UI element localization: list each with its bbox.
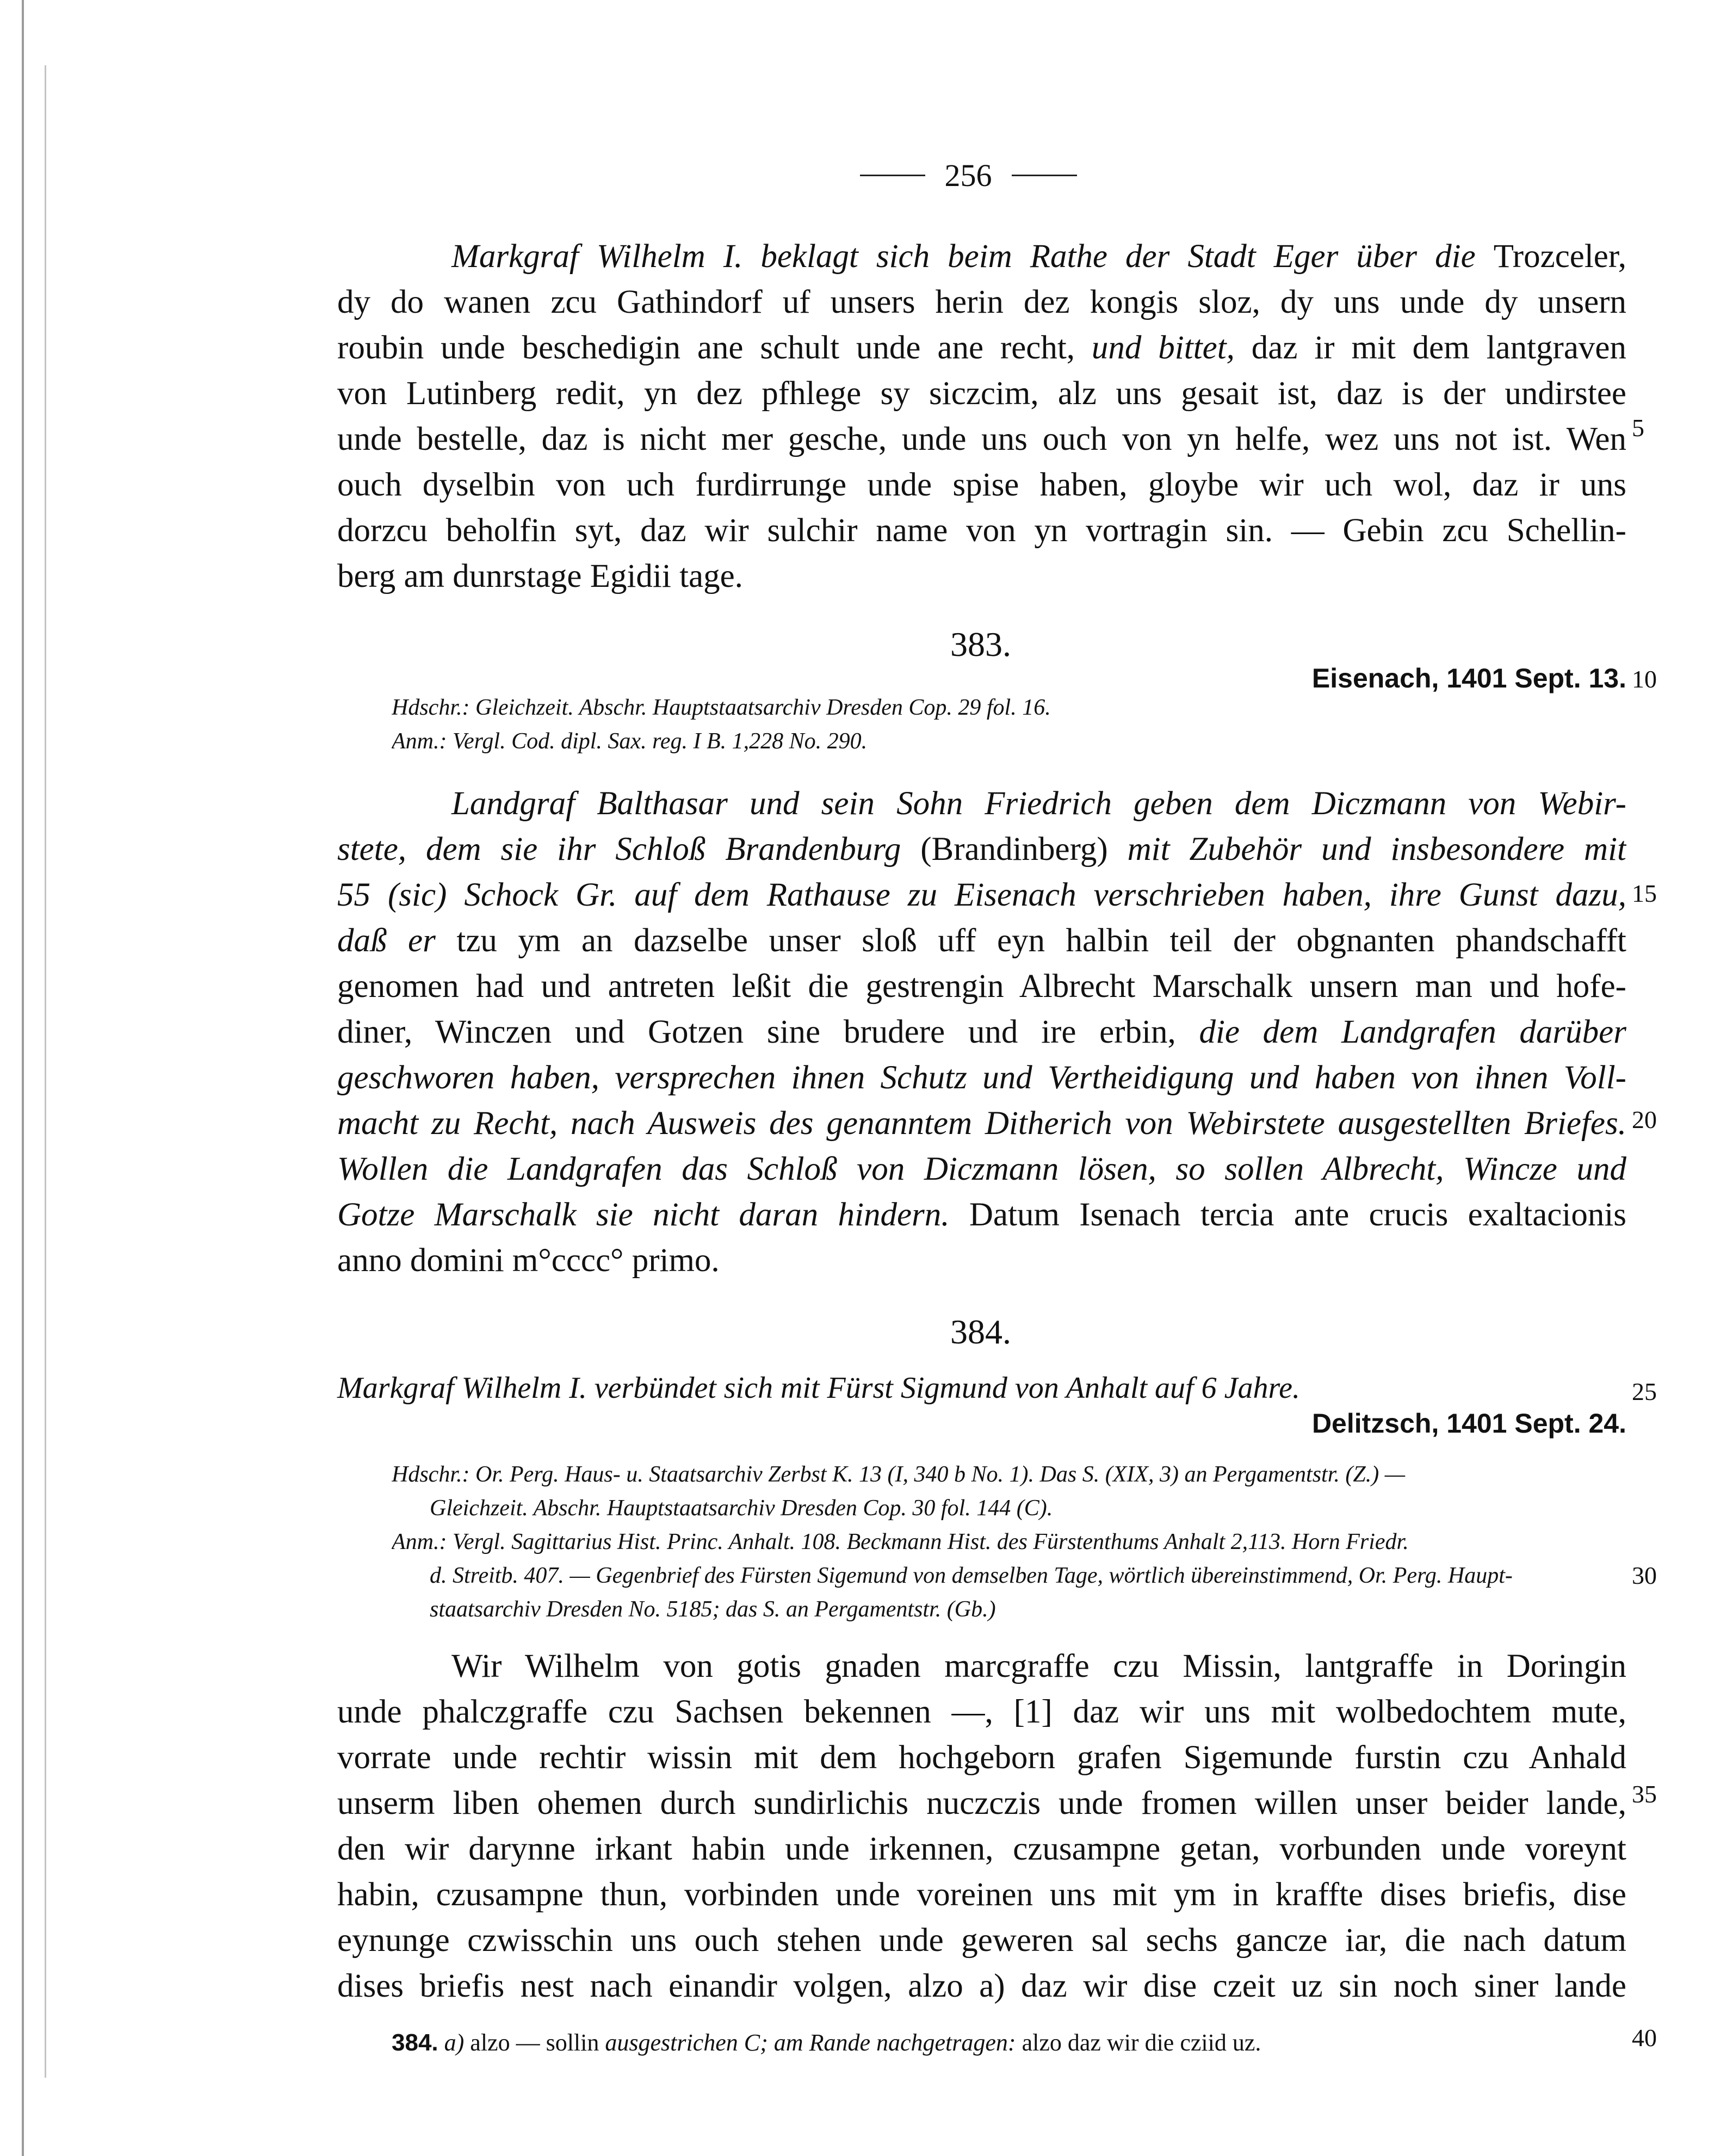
footnote-ref: 384. <box>392 2029 438 2056</box>
line-number: 10 <box>1632 665 1657 693</box>
doc-383-number: 383. <box>950 625 1011 664</box>
intro-line: roubin unde beschedigin ane schult unde ane recht, und bittet, daz ir mit dem lantgraven <box>337 330 1626 366</box>
header-dash-left <box>860 175 925 176</box>
page-number: 256 <box>944 157 992 193</box>
intro-line: ouch dyselbin von uch furdirrunge unde spise haben, gloybe wir uch wol, daz ir uns <box>337 467 1626 503</box>
intro-line: Markgraf Wilhelm I. beklagt sich beim Rathe der Stadt Eger über die Trozceler, <box>451 238 1626 275</box>
line-number: 40 <box>1632 2024 1657 2052</box>
footnote <box>392 2029 1261 2056</box>
doc-383-line: daß er tzu ym an dazselbe unser sloß uff eyn halbin teil der obgnanten phandschafft <box>337 922 1626 959</box>
doc-384-source: Hdschr.: Or. Perg. Haus- u. Staatsarchiv Zerbst K. 13 (I, 340 b No. 1). Das S. (XIX, 3) an Pergamentstr. (Z.) — <box>392 1462 1406 1487</box>
doc-384-note: staatsarchiv Dresden No. 5185; das S. an Pergamentstr. (Gb.) <box>430 1597 996 1622</box>
doc-383-line: Gotze Marschalk sie nicht daran hindern. Datum Isenach tercia ante crucis exaltacionis <box>337 1197 1626 1233</box>
doc-384-line: unde phalczgraffe czu Sachsen bekennen —, [1] daz wir uns mit wolbedochtem mute, <box>337 1694 1626 1730</box>
intro-line: unde bestelle, daz is nicht mer gesche, unde uns ouch von yn helfe, wez uns not ist. Wen <box>337 421 1626 457</box>
doc-383-line: genomen had und antreten leßit die gestrengin Albrecht Marschalk unsern man und hofe- <box>337 968 1626 1005</box>
footnote-text: alzo daz wir die cziid uz. <box>1022 2029 1261 2056</box>
doc-383-line: anno domini m°cccc° primo. <box>337 1242 720 1279</box>
scan-edge <box>22 0 35 2156</box>
header-dash-right <box>1012 175 1077 176</box>
doc-383-line: macht zu Recht, nach Ausweis des genanntem Ditherich von Webirstete ausgestellten Briefes. <box>337 1105 1626 1142</box>
doc-383-text <box>337 781 1626 1284</box>
doc-384-note: Anm.: Vergl. Sagittarius Hist. Princ. Anhalt. 108. Beckmann Hist. des Fürstenthums Anhalt 2,113. Horn Friedr. <box>392 1529 1409 1554</box>
doc-384-note: d. Streitb. 407. — Gegenbrief des Fürsten Sigemund von demselben Tage, wörtlich übereinstimmend, Or. Perg. Haupt- <box>430 1563 1513 1588</box>
line-number: 20 <box>1632 1106 1657 1133</box>
doc-383-source: Hdschr.: Gleichzeit. Abschr. Hauptstaatsarchiv Dresden Cop. 29 fol. 16. <box>392 695 1051 720</box>
doc-383-place-date: Eisenach, 1401 Sept. 13. <box>1311 663 1626 693</box>
doc-384-line: Wir Wilhelm von gotis gnaden marcgraffe czu Missin, lantgraffe in Doringin <box>451 1648 1626 1684</box>
doc-384-line: den wir darynne irkant habin unde irkennen, czusampne getan, vorbunden unde voreynt <box>337 1831 1626 1867</box>
doc-384-line: vorrate unde rechtir wissin mit dem hochgeborn grafen Sigemunde furstin czu Anhald <box>337 1739 1626 1776</box>
doc-384-line: unserm liben ohemen durch sundirlichis nuczczis unde fromen willen unser beider lande, <box>337 1785 1626 1822</box>
doc-384-number: 384. <box>950 1312 1011 1351</box>
doc-384-place-date: Delitzsch, 1401 Sept. 24. <box>1311 1408 1626 1439</box>
intro-line: berg am dunrstage Egidii tage. <box>337 558 743 594</box>
doc-384-text <box>337 1644 1626 2009</box>
scan-edge-inner <box>45 65 46 2078</box>
doc-383-line: Wollen die Landgrafen das Schloß von Diczmann lösen, so sollen Albrecht, Wincze und <box>337 1151 1626 1187</box>
doc-383-line: stete, dem sie ihr Schloß Brandenburg (Brandinberg) mit Zubehör und insbesondere mit <box>337 831 1626 868</box>
line-number: 35 <box>1632 1780 1657 1808</box>
doc-383-note: Anm.: Vergl. Cod. dipl. Sax. reg. I B. 1,228 No. 290. <box>392 729 868 754</box>
page-header <box>816 153 1121 197</box>
line-number: 5 <box>1632 414 1644 442</box>
line-number: 15 <box>1632 879 1657 907</box>
doc-384-source: Gleichzeit. Abschr. Hauptstaatsarchiv Dresden Cop. 30 fol. 144 (C). <box>430 1496 1053 1521</box>
intro-line: dorzcu beholfin syt, daz wir sulchir name von yn vortragin sin. — Gebin zcu Schellin- <box>337 512 1626 549</box>
doc-383-line: geschworen haben, versprechen ihnen Schutz und Vertheidigung und haben von ihnen Voll- <box>337 1060 1626 1096</box>
line-number: 30 <box>1632 1562 1657 1589</box>
line-number: 25 <box>1632 1378 1657 1405</box>
doc-383-line: diner, Winczen und Gotzen sine brudere und ire erbin, die dem Landgrafen darüber <box>337 1014 1626 1050</box>
intro-text <box>337 234 1626 599</box>
doc-384-line: eynunge czwisschin uns ouch stehen unde geweren sal sechs gancze iar, die nach datum <box>337 1922 1626 1959</box>
intro-line: von Lutinberg redit, yn dez pfhlege sy siczcim, alz uns gesait ist, daz is der undirstee <box>337 375 1626 412</box>
footnote-comment: ausgestrichen C; am Rande nachgetragen: <box>605 2029 1016 2056</box>
footnote-marker: a) <box>444 2029 465 2056</box>
doc-384-line: habin, czusampne thun, vorbinden unde voreinen uns mit ym in kraffte dises briefis, dise <box>337 1876 1626 1913</box>
footnote-text: alzo — sollin <box>470 2029 599 2056</box>
doc-384-line: dises briefis nest nach einandir volgen, alzo a) daz wir dise czeit uz sin noch siner lande <box>337 1968 1626 2004</box>
doc-383-line: Landgraf Balthasar und sein Sohn Friedrich geben dem Diczmann von Webir- <box>451 785 1626 822</box>
intro-line: dy do wanen zcu Gathindorf uf unsers herin dez kongis sloz, dy uns unde dy unsern <box>337 284 1626 320</box>
doc-384-summary: Markgraf Wilhelm I. verbündet sich mit Fürst Sigmund von Anhalt auf 6 Jahre. <box>337 1371 1301 1405</box>
doc-383-line: 55 (sic) Schock Gr. auf dem Rathause zu Eisenach verschrieben haben, ihre Gunst dazu, <box>337 877 1626 913</box>
